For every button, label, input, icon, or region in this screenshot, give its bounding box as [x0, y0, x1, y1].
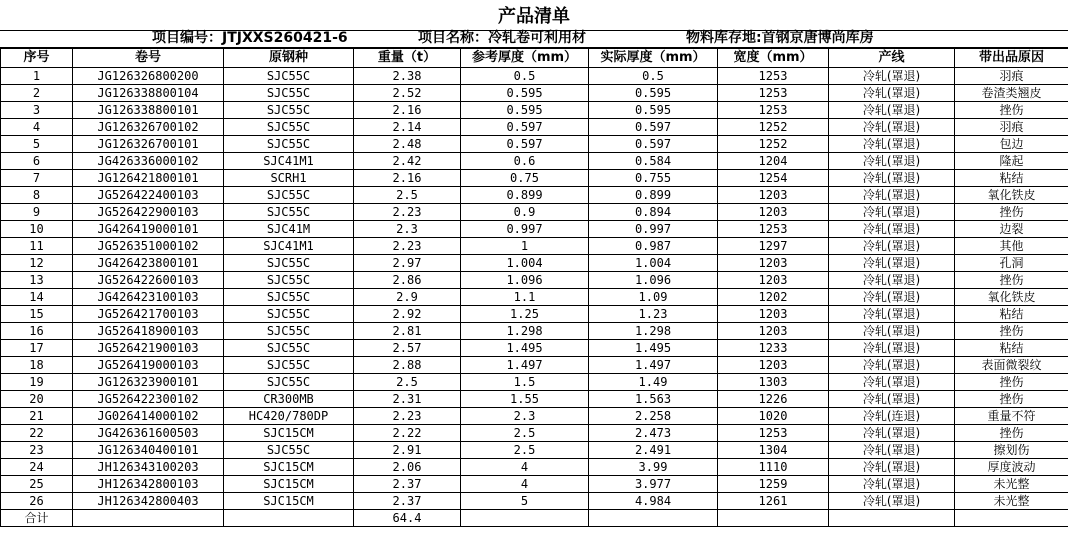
project-info-row: [0, 30, 1068, 48]
cell-actual-thickness: 3.977: [589, 476, 718, 493]
cell-seq: 26: [1, 493, 73, 510]
cell-reason: 未光整: [955, 493, 1068, 510]
cell-weight: 2.06: [354, 459, 461, 476]
cell-reason: 边裂: [955, 221, 1068, 238]
cell-seq: 20: [1, 391, 73, 408]
cell-production-line: 冷轧(罩退): [829, 153, 955, 170]
cell-reason: 挫伤: [955, 425, 1068, 442]
cell-coil-no: JH126343100203: [73, 459, 224, 476]
total-empty-cell: [718, 510, 829, 527]
cell-seq: 5: [1, 136, 73, 153]
cell-width: 1252: [718, 119, 829, 136]
cell-production-line: 冷轧(罩退): [829, 255, 955, 272]
cell-weight: 2.5: [354, 187, 461, 204]
cell-coil-no: JG526351000102: [73, 238, 224, 255]
cell-width: 1204: [718, 153, 829, 170]
cell-seq: 9: [1, 204, 73, 221]
table-row: [1, 476, 1068, 493]
storage-location: 物料库存地:首钢京唐博尚库房: [686, 30, 874, 46]
cell-steel-grade: SJC55C: [224, 119, 354, 136]
cell-seq: 11: [1, 238, 73, 255]
cell-reason: 挫伤: [955, 102, 1068, 119]
total-empty-cell: [73, 510, 224, 527]
cell-actual-thickness: 1.495: [589, 340, 718, 357]
cell-weight: 2.88: [354, 357, 461, 374]
cell-actual-thickness: 1.298: [589, 323, 718, 340]
cell-steel-grade: CR300MB: [224, 391, 354, 408]
product-table: [0, 48, 1068, 527]
cell-ref-thickness: 1.298: [461, 323, 589, 340]
cell-seq: 1: [1, 68, 73, 85]
header-steel-grade: 原钢种: [224, 49, 354, 68]
total-row: [1, 510, 1068, 527]
cell-seq: 14: [1, 289, 73, 306]
cell-width: 1253: [718, 85, 829, 102]
cell-production-line: 冷轧(罩退): [829, 459, 955, 476]
total-empty-cell: [589, 510, 718, 527]
cell-actual-thickness: 0.894: [589, 204, 718, 221]
cell-reason: 挫伤: [955, 272, 1068, 289]
cell-steel-grade: SJC15CM: [224, 425, 354, 442]
cell-ref-thickness: 0.997: [461, 221, 589, 238]
header-weight: 重量（t）: [354, 49, 461, 68]
cell-production-line: 冷轧(罩退): [829, 119, 955, 136]
cell-width: 1303: [718, 374, 829, 391]
cell-weight: 2.42: [354, 153, 461, 170]
cell-coil-no: JG426423100103: [73, 289, 224, 306]
cell-coil-no: JG126326700101: [73, 136, 224, 153]
cell-ref-thickness: 1.004: [461, 255, 589, 272]
table-row: [1, 221, 1068, 238]
cell-steel-grade: SJC55C: [224, 255, 354, 272]
cell-ref-thickness: 0.595: [461, 102, 589, 119]
cell-seq: 21: [1, 408, 73, 425]
header-production-line: 产线: [829, 49, 955, 68]
cell-steel-grade: SJC55C: [224, 289, 354, 306]
cell-coil-no: JG126338800104: [73, 85, 224, 102]
cell-weight: 2.31: [354, 391, 461, 408]
cell-steel-grade: SJC55C: [224, 68, 354, 85]
cell-seq: 16: [1, 323, 73, 340]
cell-reason: 氧化铁皮: [955, 289, 1068, 306]
cell-steel-grade: SJC55C: [224, 187, 354, 204]
cell-steel-grade: SJC15CM: [224, 493, 354, 510]
cell-actual-thickness: 1.096: [589, 272, 718, 289]
cell-coil-no: JG426361600503: [73, 425, 224, 442]
sheet-title: 产品清单: [0, 0, 1068, 31]
cell-weight: 2.92: [354, 306, 461, 323]
cell-steel-grade: SJC55C: [224, 442, 354, 459]
cell-production-line: 冷轧(罩退): [829, 272, 955, 289]
total-empty-cell: [829, 510, 955, 527]
cell-width: 1261: [718, 493, 829, 510]
table-row: [1, 85, 1068, 102]
cell-reason: 未光整: [955, 476, 1068, 493]
cell-steel-grade: SJC55C: [224, 374, 354, 391]
cell-production-line: 冷轧(罩退): [829, 170, 955, 187]
cell-seq: 19: [1, 374, 73, 391]
cell-reason: 包边: [955, 136, 1068, 153]
cell-reason: 其他: [955, 238, 1068, 255]
cell-steel-grade: SJC41M1: [224, 153, 354, 170]
table-row: [1, 340, 1068, 357]
cell-production-line: 冷轧(罩退): [829, 238, 955, 255]
cell-weight: 2.52: [354, 85, 461, 102]
table-row: [1, 493, 1068, 510]
cell-steel-grade: SCRH1: [224, 170, 354, 187]
cell-width: 1203: [718, 272, 829, 289]
cell-ref-thickness: 1: [461, 238, 589, 255]
cell-coil-no: JG526422400103: [73, 187, 224, 204]
cell-reason: 粘结: [955, 340, 1068, 357]
cell-reason: 粘结: [955, 170, 1068, 187]
cell-width: 1226: [718, 391, 829, 408]
cell-reason: 孔洞: [955, 255, 1068, 272]
cell-ref-thickness: 2.5: [461, 425, 589, 442]
cell-coil-no: JG026414000102: [73, 408, 224, 425]
cell-ref-thickness: 0.597: [461, 119, 589, 136]
cell-production-line: 冷轧(罩退): [829, 425, 955, 442]
cell-coil-no: JG526418900103: [73, 323, 224, 340]
cell-ref-thickness: 1.25: [461, 306, 589, 323]
table-row: [1, 306, 1068, 323]
cell-width: 1253: [718, 425, 829, 442]
cell-width: 1203: [718, 323, 829, 340]
cell-ref-thickness: 1.55: [461, 391, 589, 408]
cell-ref-thickness: 1.096: [461, 272, 589, 289]
cell-weight: 2.37: [354, 493, 461, 510]
cell-weight: 2.3: [354, 221, 461, 238]
cell-seq: 4: [1, 119, 73, 136]
cell-seq: 22: [1, 425, 73, 442]
cell-reason: 羽痕: [955, 119, 1068, 136]
cell-reason: 隆起: [955, 153, 1068, 170]
cell-reason: 羽痕: [955, 68, 1068, 85]
cell-production-line: 冷轧(罩退): [829, 68, 955, 85]
cell-production-line: 冷轧(罩退): [829, 85, 955, 102]
cell-coil-no: JH126342800103: [73, 476, 224, 493]
table-row: [1, 408, 1068, 425]
header-coil-no: 卷号: [73, 49, 224, 68]
cell-actual-thickness: 0.595: [589, 85, 718, 102]
cell-width: 1304: [718, 442, 829, 459]
table-row: [1, 102, 1068, 119]
table-row: [1, 272, 1068, 289]
cell-width: 1253: [718, 221, 829, 238]
cell-width: 1259: [718, 476, 829, 493]
cell-reason: 挫伤: [955, 374, 1068, 391]
cell-actual-thickness: 1.004: [589, 255, 718, 272]
cell-ref-thickness: 1.5: [461, 374, 589, 391]
cell-actual-thickness: 1.563: [589, 391, 718, 408]
cell-width: 1202: [718, 289, 829, 306]
cell-weight: 2.48: [354, 136, 461, 153]
cell-seq: 3: [1, 102, 73, 119]
cell-seq: 15: [1, 306, 73, 323]
cell-production-line: 冷轧(罩退): [829, 221, 955, 238]
cell-production-line: 冷轧(罩退): [829, 323, 955, 340]
cell-production-line: 冷轧(连退): [829, 408, 955, 425]
cell-production-line: 冷轧(罩退): [829, 204, 955, 221]
cell-steel-grade: SJC41M1: [224, 238, 354, 255]
cell-steel-grade: SJC55C: [224, 306, 354, 323]
table-row: [1, 425, 1068, 442]
cell-production-line: 冷轧(罩退): [829, 289, 955, 306]
cell-coil-no: JG526422900103: [73, 204, 224, 221]
cell-actual-thickness: 0.997: [589, 221, 718, 238]
cell-seq: 17: [1, 340, 73, 357]
cell-ref-thickness: 4: [461, 459, 589, 476]
cell-coil-no: JG526422600103: [73, 272, 224, 289]
table-row: [1, 170, 1068, 187]
cell-width: 1233: [718, 340, 829, 357]
table-body: [1, 68, 1068, 510]
cell-width: 1203: [718, 357, 829, 374]
cell-steel-grade: SJC55C: [224, 204, 354, 221]
table-row: [1, 238, 1068, 255]
cell-width: 1203: [718, 187, 829, 204]
cell-width: 1020: [718, 408, 829, 425]
cell-weight: 2.14: [354, 119, 461, 136]
table-row: [1, 204, 1068, 221]
cell-width: 1203: [718, 306, 829, 323]
cell-weight: 2.91: [354, 442, 461, 459]
total-empty-cell: [461, 510, 589, 527]
cell-width: 1253: [718, 68, 829, 85]
cell-coil-no: JG126326800200: [73, 68, 224, 85]
cell-production-line: 冷轧(罩退): [829, 476, 955, 493]
cell-production-line: 冷轧(罩退): [829, 357, 955, 374]
table-row: [1, 187, 1068, 204]
header-reason: 带出品原因: [955, 49, 1068, 68]
cell-ref-thickness: 0.899: [461, 187, 589, 204]
project-name: 项目名称：冷轧卷可利用材: [418, 30, 586, 46]
cell-weight: 2.23: [354, 408, 461, 425]
cell-actual-thickness: 2.473: [589, 425, 718, 442]
cell-seq: 8: [1, 187, 73, 204]
total-label: 合计: [1, 510, 73, 527]
cell-ref-thickness: 5: [461, 493, 589, 510]
cell-actual-thickness: 4.984: [589, 493, 718, 510]
cell-seq: 2: [1, 85, 73, 102]
cell-reason: 挫伤: [955, 204, 1068, 221]
cell-ref-thickness: 2.5: [461, 442, 589, 459]
cell-steel-grade: SJC55C: [224, 272, 354, 289]
cell-production-line: 冷轧(罩退): [829, 374, 955, 391]
table-row: [1, 289, 1068, 306]
cell-steel-grade: SJC55C: [224, 102, 354, 119]
cell-actual-thickness: 0.5: [589, 68, 718, 85]
cell-reason: 挫伤: [955, 391, 1068, 408]
table-row: [1, 391, 1068, 408]
cell-ref-thickness: 4: [461, 476, 589, 493]
cell-seq: 25: [1, 476, 73, 493]
cell-steel-grade: SJC55C: [224, 323, 354, 340]
cell-coil-no: JG526419000103: [73, 357, 224, 374]
table-row: [1, 68, 1068, 85]
cell-coil-no: JG426336000102: [73, 153, 224, 170]
cell-steel-grade: HC420/780DP: [224, 408, 354, 425]
cell-ref-thickness: 0.9: [461, 204, 589, 221]
cell-seq: 10: [1, 221, 73, 238]
cell-weight: 2.16: [354, 102, 461, 119]
cell-weight: 2.57: [354, 340, 461, 357]
cell-coil-no: JG526421700103: [73, 306, 224, 323]
table-row: [1, 153, 1068, 170]
cell-ref-thickness: 1.495: [461, 340, 589, 357]
cell-seq: 12: [1, 255, 73, 272]
cell-production-line: 冷轧(罩退): [829, 391, 955, 408]
cell-width: 1252: [718, 136, 829, 153]
table-row: [1, 119, 1068, 136]
table-row: [1, 255, 1068, 272]
cell-ref-thickness: 0.597: [461, 136, 589, 153]
cell-steel-grade: SJC55C: [224, 85, 354, 102]
cell-reason: 厚度波动: [955, 459, 1068, 476]
cell-weight: 2.9: [354, 289, 461, 306]
cell-coil-no: JG126323900101: [73, 374, 224, 391]
cell-weight: 2.23: [354, 238, 461, 255]
cell-coil-no: JG426423800101: [73, 255, 224, 272]
cell-production-line: 冷轧(罩退): [829, 136, 955, 153]
cell-width: 1254: [718, 170, 829, 187]
cell-actual-thickness: 1.09: [589, 289, 718, 306]
cell-steel-grade: SJC15CM: [224, 476, 354, 493]
table-row: [1, 374, 1068, 391]
cell-coil-no: JG426419000101: [73, 221, 224, 238]
cell-coil-no: JG126326700102: [73, 119, 224, 136]
cell-reason: 重量不符: [955, 408, 1068, 425]
cell-seq: 13: [1, 272, 73, 289]
cell-ref-thickness: 1.497: [461, 357, 589, 374]
cell-seq: 7: [1, 170, 73, 187]
cell-steel-grade: SJC15CM: [224, 459, 354, 476]
cell-actual-thickness: 0.755: [589, 170, 718, 187]
cell-steel-grade: SJC55C: [224, 340, 354, 357]
cell-actual-thickness: 1.49: [589, 374, 718, 391]
cell-actual-thickness: 3.99: [589, 459, 718, 476]
cell-production-line: 冷轧(罩退): [829, 493, 955, 510]
cell-width: 1253: [718, 102, 829, 119]
cell-actual-thickness: 0.595: [589, 102, 718, 119]
header-actual-thickness: 实际厚度（mm）: [589, 49, 718, 68]
cell-weight: 2.97: [354, 255, 461, 272]
cell-actual-thickness: 0.597: [589, 136, 718, 153]
cell-production-line: 冷轧(罩退): [829, 306, 955, 323]
cell-reason: 挫伤: [955, 323, 1068, 340]
cell-width: 1203: [718, 204, 829, 221]
cell-ref-thickness: 0.595: [461, 85, 589, 102]
table-row: [1, 357, 1068, 374]
cell-coil-no: JG126340400101: [73, 442, 224, 459]
cell-seq: 23: [1, 442, 73, 459]
cell-weight: 2.16: [354, 170, 461, 187]
cell-steel-grade: SJC55C: [224, 357, 354, 374]
cell-actual-thickness: 2.258: [589, 408, 718, 425]
cell-weight: 2.23: [354, 204, 461, 221]
cell-actual-thickness: 1.497: [589, 357, 718, 374]
total-empty-cell: [224, 510, 354, 527]
cell-reason: 卷渣类翘皮: [955, 85, 1068, 102]
cell-ref-thickness: 0.5: [461, 68, 589, 85]
cell-production-line: 冷轧(罩退): [829, 340, 955, 357]
cell-weight: 2.38: [354, 68, 461, 85]
cell-reason: 粘结: [955, 306, 1068, 323]
cell-width: 1203: [718, 255, 829, 272]
cell-ref-thickness: 1.1: [461, 289, 589, 306]
cell-coil-no: JH126342800403: [73, 493, 224, 510]
cell-actual-thickness: 0.597: [589, 119, 718, 136]
cell-steel-grade: SJC41M: [224, 221, 354, 238]
table-row: [1, 459, 1068, 476]
cell-production-line: 冷轧(罩退): [829, 442, 955, 459]
cell-coil-no: JG526421900103: [73, 340, 224, 357]
cell-ref-thickness: 0.75: [461, 170, 589, 187]
cell-coil-no: JG126338800101: [73, 102, 224, 119]
table-row: [1, 323, 1068, 340]
cell-weight: 2.5: [354, 374, 461, 391]
cell-weight: 2.37: [354, 476, 461, 493]
cell-seq: 18: [1, 357, 73, 374]
cell-width: 1297: [718, 238, 829, 255]
cell-production-line: 冷轧(罩退): [829, 187, 955, 204]
cell-weight: 2.81: [354, 323, 461, 340]
total-weight: 64.4: [354, 510, 461, 527]
cell-actual-thickness: 0.987: [589, 238, 718, 255]
cell-reason: 擦划伤: [955, 442, 1068, 459]
cell-actual-thickness: 2.491: [589, 442, 718, 459]
cell-weight: 2.86: [354, 272, 461, 289]
table-row: [1, 442, 1068, 459]
cell-width: 1110: [718, 459, 829, 476]
cell-coil-no: JG126421800101: [73, 170, 224, 187]
cell-actual-thickness: 0.584: [589, 153, 718, 170]
cell-coil-no: JG526422300102: [73, 391, 224, 408]
table-header-row: [1, 49, 1068, 68]
cell-steel-grade: SJC55C: [224, 136, 354, 153]
cell-seq: 24: [1, 459, 73, 476]
header-seq: 序号: [1, 49, 73, 68]
cell-weight: 2.22: [354, 425, 461, 442]
cell-ref-thickness: 0.6: [461, 153, 589, 170]
cell-seq: 6: [1, 153, 73, 170]
total-empty-cell: [955, 510, 1068, 527]
cell-actual-thickness: 1.23: [589, 306, 718, 323]
cell-ref-thickness: 2.3: [461, 408, 589, 425]
header-ref-thickness: 参考厚度（mm）: [461, 49, 589, 68]
header-width: 宽度（mm）: [718, 49, 829, 68]
cell-reason: 表面微裂纹: [955, 357, 1068, 374]
project-number: 项目编号：JTJXXS260421-6: [152, 30, 348, 46]
table-row: [1, 136, 1068, 153]
cell-reason: 氧化铁皮: [955, 187, 1068, 204]
cell-actual-thickness: 0.899: [589, 187, 718, 204]
cell-production-line: 冷轧(罩退): [829, 102, 955, 119]
